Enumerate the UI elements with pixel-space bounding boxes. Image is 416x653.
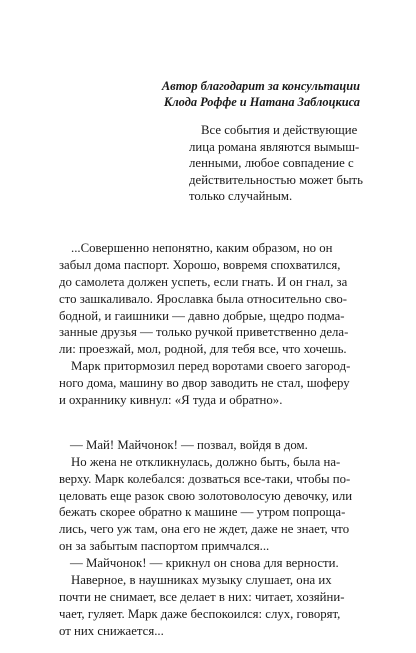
text-line: и охраннику кивнул: «Я туда и обратно».: [59, 393, 283, 408]
text-line: ли: проезжай, мол, родной, для тебя все, что хочешь.: [59, 342, 347, 357]
text-line: лись, чего уж там, она его не ждет, даже не знает, что: [59, 522, 350, 537]
acknowledgement-line: Клода Роффе и Натана Заблоцкиса: [163, 95, 360, 109]
disclaimer-line: только случайным.: [189, 189, 293, 204]
text-line: ...Совершенно непонятно, каким образом, но он: [71, 241, 333, 255]
acknowledgement-line: Автор благодарит за консультации: [161, 79, 360, 93]
disclaimer-line: ленными, любое совпадение с: [189, 156, 354, 171]
text-line: верху. Марк колебался: дозваться все-таки, чтобы по-: [59, 471, 351, 486]
disclaimer: [189, 122, 363, 205]
text-line: — Майчонок! — крикнул он снова для верности.: [70, 556, 339, 571]
section-gap: [59, 409, 359, 437]
body-text: [59, 240, 359, 640]
text-line: — Май! Майчонок! — позвал, войдя в дом.: [70, 437, 308, 452]
disclaimer-line: действительностью может быть: [189, 172, 363, 187]
text-line: Но жена не откликнулась, должно быть, была на-: [71, 454, 341, 469]
text-line: Наверное, в наушниках музыку слушает, она их: [71, 573, 332, 588]
text-line: забыл дома паспорт. Хорошо, вовремя спохватился,: [59, 257, 341, 272]
text-line: сто зашкаливало. Ярославка была относительно сво-: [59, 291, 348, 306]
text-line: почти не снимает, все делает в них: читает, хозяйни-: [59, 589, 345, 604]
text-line: от них снижается...: [59, 623, 164, 638]
text-line: целовать еще разок свою золотоволосую девочку, или: [59, 488, 353, 503]
text-line: занные друзья — только ручкой приветственно дела-: [59, 325, 349, 340]
text-line: бодной, и гаишники — давно добрые, щедро подма-: [59, 308, 345, 323]
disclaimer-line: Все события и действующие: [201, 123, 358, 137]
disclaimer-line: лица романа являются вымыш-: [189, 139, 360, 154]
text-line: Марк притормозил перед воротами своего загород-: [71, 359, 351, 374]
text-line: до самолета должен успеть, если гнать. И он гнал, за: [59, 274, 348, 289]
acknowledgement: [162, 78, 360, 110]
text-line: ного дома, машину во двор заводить не стал, шоферу: [59, 376, 350, 391]
text-line: он за забытым паспортом примчался...: [59, 539, 270, 554]
text-line: чает, гуляет. Марк даже беспокоился: слух, говорят,: [59, 606, 341, 621]
text-line: бежать скорее обратно к машине — утром попроща-: [59, 505, 346, 520]
